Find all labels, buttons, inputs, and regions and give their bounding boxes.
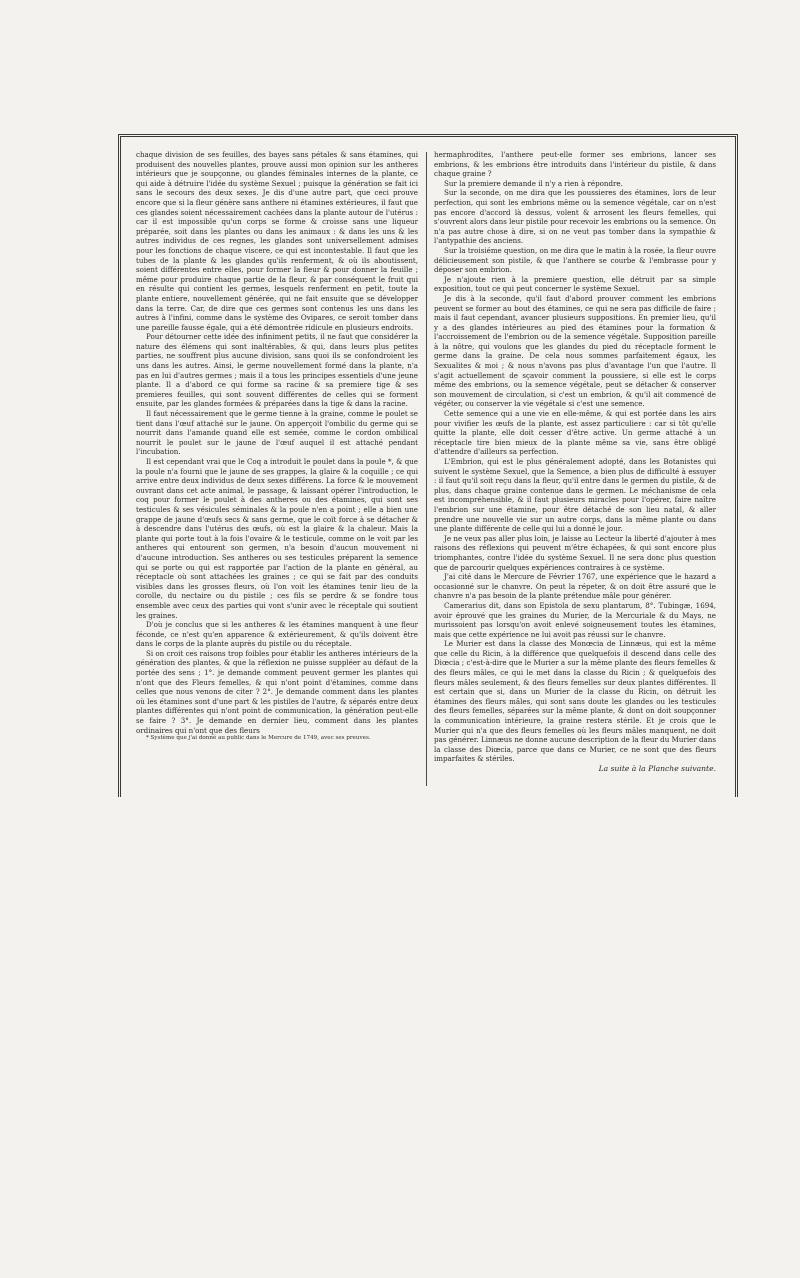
right-paragraph-11: Camerarius dit, dans son Epistola de sexu plantarum, 8°. Tubingæ, 1694, avoir éprouvé que les graines du Murier, de la Mercuriale & du Mays, ne murissoient pas lorsqu'on avoit enlevé soigneusement toutes les étamines, mais que cette expérience ne lui avoit pas réussi sur le chanvre.: [434, 600, 716, 639]
right-paragraph-5: Je n'ajoute rien à la premiere question, elle détruit par sa simple exposition, tout ce qui peut concerner le système Sexuel.: [434, 274, 716, 294]
right-paragraph-9: Je ne veux pas aller plus loin, je laisse au Lecteur la liberté d'ajouter à mes raisons des réflexions qui peuvent m'être échapées, & qui sont encore plus triomphantes, contre l'idée du système Sexuel. Il ne sera donc plus question que de parcourir quelques expériences contraires à ce système.: [434, 533, 716, 572]
right-column: [434, 150, 716, 786]
right-paragraph-1: hermaphrodites, l'anthere peut-elle former ses embrions, lancer ses embrions, & les embrions être introduits dans l'intérieur du pistile, & dans chaque graine ?: [434, 150, 716, 179]
left-paragraph-6: Si on croit ces raisons trop foibles pour établir les antheres intérieurs de la génération des plantes, & que la réflexion ne puisse suppléer au défaut de la portée des sens ; 1°. je demande comment peuvent germer les plantes qui n'ont que des Fleurs femelles, & qui n'ont point d'étamines, comme dans celles que nous venons de citer ? 2°. Je demande comment dans les plantes où les étamines sont d'une part & les pistiles de l'autre, & séparés entre deux plantes différentes qui n'ont point de communication, la génération peut-elle se faire ? 3°. Je demande en dernier lieu, comment dans les plantes ordinaires qui n'ont que des fleurs: [136, 648, 418, 735]
left-paragraph-3: Il faut nécessairement que le germe tienne à la graine, comme le poulet se tient dans l'œuf attaché sur le jaune. On apperçoit l'ombilic du germe qui se nourrit dans l'amande quand elle est semée, comme le cordon ombilical nourrit le poulet sur le jaune de l'œuf auquel il est attaché pendant l'incubation.: [136, 409, 418, 457]
right-paragraph-3: Sur la seconde, on me dira que les poussieres des étamines, lors de leur perfection, qui sont les embrions même ou la semence végétale, car on n'est pas encore d'accord là dessus, volent & arrosent les fleurs femelles, qui s'ouvrent alors dans leur pistile pour recevoir les embrions ou la semence. On n'a pas autre chose à dire, si on ne veut pas tomber dans la sympathie & l'antypathie des anciens.: [434, 188, 716, 246]
right-paragraph-7: Cette semence qui a une vie en elle-même, & qui est portée dans les airs pour vivifier les œufs de la plante, est assez particuliere : car si tôt qu'elle quitte la plante, elle doit cesser d'être active. Un germe attaché à un réceptacle tire bien mieux de la plante même sa vie, sans être obligé d'attendre d'ailleurs sa perfection.: [434, 409, 716, 457]
right-paragraph-8: L'Embrion, qui est le plus généralement adopté, dans les Botanistes qui suivent le système Sexuel, que la Semence, a bien plus de difficulté à essuyer : il faut qu'il soit reçu dans la fleur, qu'il entre dans le germen du pistile, & de plus, dans chaque graine contenue dans le germen. Le méchanisme de cela est incompréhensible, & il faut plusieurs miracles pour l'opérer, faire naître l'embrion sur une étamine, pour être détaché de son lieu natal, & aller prendre une nouvelle vie sur un autre corps, dans la même plante ou dans une plante différente de celle qui lui a donné le jour.: [434, 457, 716, 534]
left-column: [136, 150, 418, 786]
continuation-note: La suite à la Planche suivante.: [598, 764, 716, 773]
left-paragraph-5: D'où je conclus que si les antheres & les étamines manquent à une fleur féconde, ce n'est qu'en apparence & extérieurement, & qu'ils doivent être dans le corps de la plante auprès du pistile ou du réceptale.: [136, 620, 418, 649]
column-divider: [426, 152, 427, 786]
footnote: * Système que j'ai donné au public dans le Mercure de 1749, avec ses preuves.: [146, 735, 371, 742]
left-paragraph-2: Pour détourner cette idée des infiniment petits, il ne faut que considérer la nature des élémens qui sont inaltérables, & qui, dans leurs plus petites parties, ne souffrent plus aucune division, sans quoi ils se confondroient les uns dans les autres. Ainsi, le germe nouvellement formé dans la plante, n'a pas en lui d'autres germes ; mais il a tous les principes essentiels d'une jeune plante. Il a d'abord ce qui forme sa racine & sa premiere tige & ses premieres feuilles, qui sont souvent différentes de celles qui se forment ensuite, par les glandes formées & préparées dans la tige & dans la racine.: [136, 332, 418, 409]
right-paragraph-12: Le Murier est dans la classe des Monœcia de Linnæus, qui est la même que celle du Ricin, à la différence que quelquefois il descend dans celle des Diœcia ; c'est-à-dire que le Murier a sur la même plante des fleurs femelles & des fleurs mâles, ce qui le met dans la classe du Ricin ; & quelquefois des fleurs mâles seulement, & des fleurs femelles sur deux plantes différentes. Il est certain que si, dans un Murier de la classe du Ricin, on détruit les étamines des fleurs mâles, qui sont sans doute les glandes ou les testicules des fleurs femelles, séparées sur la même plante, & dont on doit soupçonner la communication intérieure, la graine restera stérile. Et je crois que le Murier qui n'a que des fleurs femelles où les fleurs mâles manquent, ne doit pas générer. Linnæus ne donne aucune description de la fleur du Murier dans la classe des Diœcia, parce que dans ce Murier, ce ne sont que des fleurs imparfaites & stériles.: [434, 639, 716, 764]
left-paragraph-1: chaque division de ses feuilles, des bayes sans pétales & sans étamines, qui produisent des nouvelles plantes, prouve aussi mon opinion sur les antheres intérieurs que je soupçonne, ou glandes féminales internes de la plante, ce qui aide à détruire l'idée du système Sexuel ; puisque la génération se fait ici sans le secours des deux sexes. Je dis d'une autre part, que ceci prouve encore que si la fleur génère sans anthere ni étamines extérieures, il faut que ces glandes soient nécessairement cachées dans la plante autour de l'utérus : car il est impossible qu'un corps se forme & croisse sans une liqueur préparée, soit dans les plantes ou dans les animaux : & dans les uns & les autres individus de ces regnes, les glandes sont universellement admises pour les fonctions de chaque viscere, ce qui est incontestable. Il faut que les tubes de la plante & les glandes qu'ils renferment, & où ils aboutissent, soient différentes entre elles, pour former la fleur & pour donner la feuille ; même pour produire chaque partie de la fleur, & par conséquent le fruit qui en résulte qui contient les germes, lesquels renferment en petit, toute la plante entiere, nouvellement générée, qui ne fait ensuite que se développer dans la terre. Car, de dire que ces germes sont contenus les uns dans les autres à l'infini, comme dans le système des Ovipares, ce seroit tomber dans une pareille fausse égale, qui a été démontrée ridicule en plusieurs endroits.: [136, 150, 418, 332]
right-paragraph-2: Sur la premiere demande il n'y a rien à répondre.: [444, 178, 623, 188]
left-paragraph-4: Il est cependant vrai que le Coq a introduit le poulet dans la poule *, & que la poule n'a fourni que le jaune de ses grappes, la glaire & la coquille ; ce qui arrive entre deux individus de deux sexes différens. La force & le mouvement ouvrant dans cet acte animal, le passage, & laissant opérer l'introduction, le coq pour former le poulet à des antheres ou des étamines, qui sont ses testicules & ses vésicules séminales & la poule n'en a point ; elle a bien une grappe de jaune d'œufs secs & sans germe, que le coït force à se détacher & à descendre dans l'utérus des œufs, où est la glaire & la chaleur. Mais la plante qui porte tout à la fois l'ovaire & le testicule, comme on le voit par les antheres qui entourent son germen, n'a besoin d'aucun mouvement ni d'aucune introduction. Ses antheres ou ses testicules préparent la semence qui se porte ou qui est rapportée par l'action de la plante en général, au réceptacle où sont attachées les graines ; ce qui se fait par des conduits visibles dans les grosses fleurs, où l'on voit les étamines tenir lieu de la corolle, du nectaire ou du pistile ; ces fils se perdre & se fondre tous ensemble avec ceux des parties qui vont s'unir avec le réceptale qui soutient les graines.: [136, 457, 418, 620]
right-paragraph-10: J'ai cité dans le Mercure de Février 1767, une expérience que le hazard a occasionné sur le chanvre. On peut la répeter, & on doit être assuré que le chanvre n'a pas besoin de la plante prétendue mâle pour générer.: [434, 572, 716, 601]
right-paragraph-6: Je dis à la seconde, qu'il faut d'abord prouver comment les embrions peuvent se former au bout des étamines, ce qui ne sera pas difficile de faire ; mais il faut cependant, avancer plusieurs suppositions. En premier lieu, qu'il y a des glandes intérieures au pied des étamines pour la formation & l'accroissement de l'embrion ou de la semence végétale. Supposition pareille à la nôtre, qui voulons que les glandes du pied du réceptacle forment le germe dans la graine. De cela nous sommes parfaitement égaux, les Sexualites & moi ; & nous n'avons pas plus d'avantage l'un que l'autre. Il s'agit actuellement de sçavoir comment la poussiere, si elle est le corps même des embrions, ou la semence végétale, peut se détacher & conserver son mouvement de circulation, si c'est un embrion, & qu'il ait commencé de végéter, ou conserver la vie végétale si c'est une semence.: [434, 293, 716, 409]
right-paragraph-4: Sur la troisiéme question, on me dira que le matin à la rosée, la fleur ouvre délicieusement son pistile, & que l'anthere se courbe & l'embrasse pour y déposer son embrion.: [434, 245, 716, 275]
text-columns: [136, 150, 716, 786]
